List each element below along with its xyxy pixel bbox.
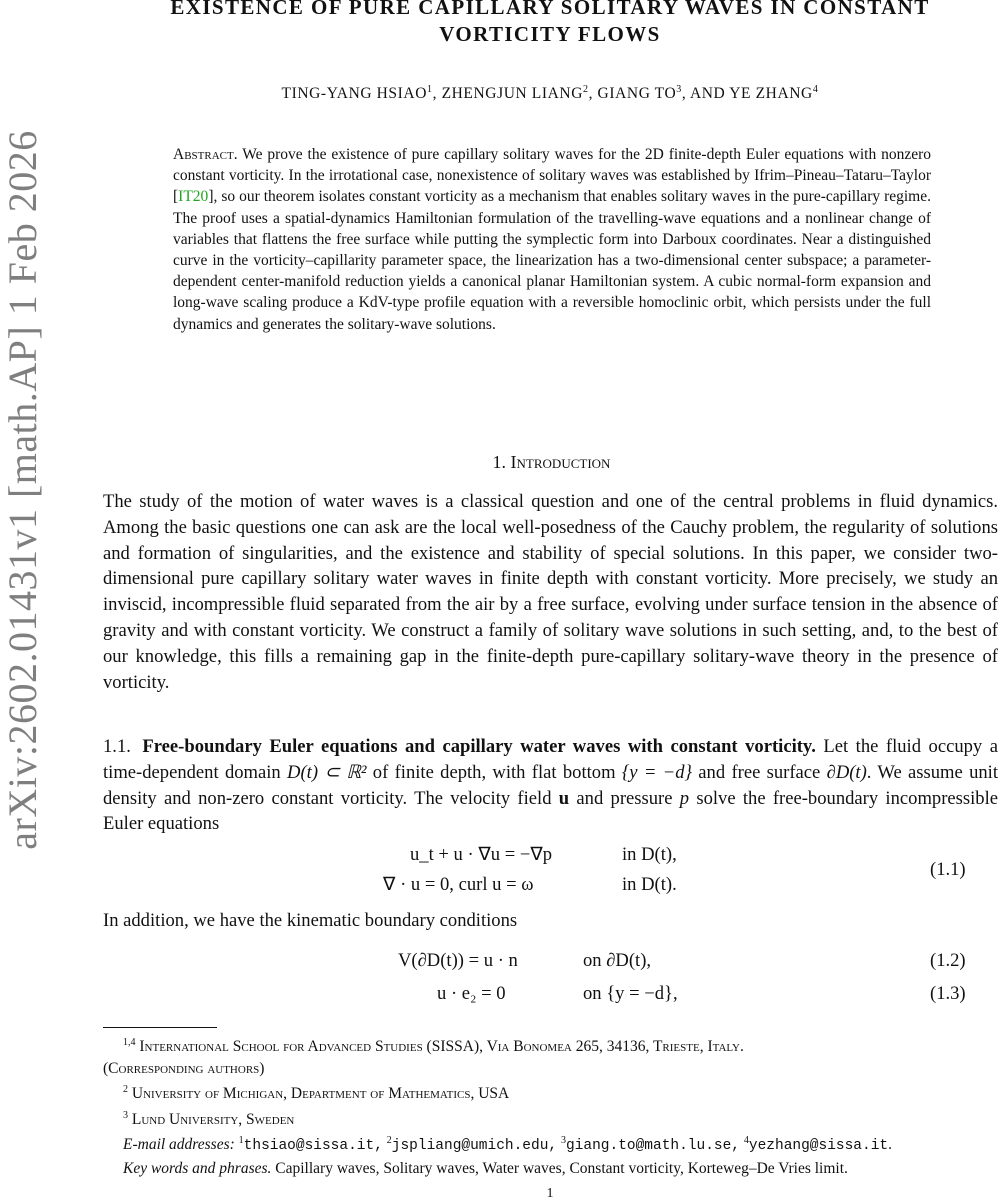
body-text: Let the fluid occupy a time-dependent domain — [103, 736, 998, 783]
author-separator: , — [432, 85, 442, 103]
footnote-continuation — [103, 1058, 1000, 1079]
abstract — [173, 144, 931, 335]
footnote-mark: 3 — [123, 1109, 128, 1121]
footnote-divider — [103, 1027, 217, 1028]
inline-math: u — [558, 787, 570, 809]
author-list — [120, 84, 980, 103]
citation-link[interactable]: IT20 — [178, 188, 209, 206]
footnote-affiliation — [103, 1079, 1000, 1105]
footnote-mark: 2 — [123, 1083, 128, 1095]
arxiv-identifier: arXiv:2602.01431v1 [math.AP] 1 Feb 2026 — [0, 130, 45, 850]
equation-number: (1.3) — [930, 983, 966, 1004]
author-affiliation-mark: 4 — [812, 84, 819, 95]
inline-math: p — [679, 787, 690, 809]
author-name: ZHENGJUN LIANG — [441, 85, 583, 103]
inline-math: D(t) ⊂ ℝ² — [287, 761, 367, 783]
equation-1-2-lhs: V(∂D(t)) = u · n — [398, 950, 518, 971]
page-number: 1 — [546, 1186, 554, 1201]
equation-number: (1.2) — [930, 950, 966, 971]
author-affiliation-mark: 2 — [582, 84, 589, 95]
author-name: GIANG TO — [597, 85, 677, 103]
paper-title — [120, 0, 980, 48]
equation-1-3-rhs: on {y = −d}, — [583, 983, 678, 1004]
title-line-1: EXISTENCE OF PURE CAPILLARY SOLITARY WAVES IN CONSTANT — [170, 0, 930, 19]
author-name: TING-YANG HSIAO — [281, 85, 427, 103]
keywords-text: Capillary waves, Solitary waves, Water waves, Constant vorticity, Korteweg–De Vries limit. — [275, 1159, 848, 1177]
email-link[interactable]: yezhang@sissa.it — [748, 1138, 889, 1155]
footnote-text: Lund University, Sweden — [131, 1110, 295, 1128]
abstract-text: ], so our theorem isolates constant vorticity as a mechanism that enables solitary waves in the pure-capillary regime. The proof uses a spatial-dynamics Hamiltonian formulation of the travelling-wave equations and a nonlinear change of variables that flattens the free surface while putting the symplectic form into Darboux coordinates. Near a distinguished curve in the vorticity–capillarity parameter space, the linearization has a two-dimensional center subspace; a parameter-dependent center-manifold reduction yields a canonical planar Hamiltonian system. A cubic normal-form expansion and long-wave scaling produce a KdV-type profile equation with a reversible homoclinic orbit, which persists under the full dynamics and generates the solitary-wave solutions. — [173, 188, 931, 333]
body-text: solve the free-boundary incompressible Euler equations — [103, 787, 999, 835]
equation-1-3-lhs: u · e₂ = 0 — [437, 983, 506, 1004]
subsection-paragraph — [103, 734, 998, 837]
equation-1-1-line-1-rhs: in D(t), — [622, 844, 677, 865]
subsection-number: 1.1. — [103, 736, 131, 757]
section-heading: 1. Introduction — [492, 452, 611, 472]
abstract-text: We prove the existence of pure capillary solitary waves for the 2D finite-depth Euler equations with nonzero constant vorticity. In the irrotational case, nonexistence of solitary waves was established by Ifrim–Pineau–Tataru–Taylor [ — [173, 146, 931, 206]
equation-1-2-rhs: on ∂D(t), — [583, 950, 652, 971]
equation-number: (1.1) — [930, 859, 966, 880]
inline-math: ∂D(t) — [826, 761, 867, 783]
body-text: of finite depth, with flat bottom — [366, 761, 622, 783]
author-separator: , AND — [681, 85, 730, 103]
equation-1-1-line-2-rhs: in D(t). — [622, 874, 677, 895]
author-affiliation-mark: 1 — [427, 84, 433, 95]
footnote-keywords — [103, 1158, 1000, 1179]
footnote-affiliation — [103, 1105, 1000, 1131]
inline-math: {y = −d} — [621, 761, 692, 783]
footnote-emails: E-mail addresses: $^1$thsiao@sissa.it, $^2$jspliang@umich.edu, $^3$giang.to@math.lu.se, $^4$yezhang@sissa.it. — [123, 1135, 892, 1155]
author-name: YE ZHANG — [729, 85, 813, 103]
intro-paragraph: The study of the motion of water waves is a classical question and one of the central problems in fluid dynamics. Among the basic questions one can ask are the local well-posedness of the Cauchy problem, the regularity of solutions and formation of singularities, and the existence and stability of special solutions. In this paper, we consider two-dimensional pure capillary solitary water waves in finite depth with constant vorticity. More precisely, we study an inviscid, incompressible fluid separated from the air by a free surface, evolving under surface tension in the absence of gravity and with constant vorticity. We construct a family of solitary wave solutions in such setting, and, to the best of our knowledge, this fills a remaining gap in the finite-depth pure-capillary solitary-wave theory in the presence of vorticity. — [103, 491, 998, 693]
body-text: . We assume unit density and non-zero constant vorticity. The velocity field — [103, 761, 999, 809]
abstract-label: Abstract. — [173, 146, 238, 163]
footnote-text: (Corresponding authors) — [103, 1059, 265, 1077]
keywords-label: Key words and phrases. — [123, 1159, 272, 1177]
footnote-mark: 1 — [238, 1135, 244, 1147]
subsection-title: Free-boundary Euler equations and capillary water waves with constant vorticity. — [142, 736, 816, 757]
footnote-affiliation — [103, 1032, 1000, 1058]
emails-label: E-mail addresses: — [123, 1136, 235, 1154]
footnotes — [103, 1032, 1000, 1179]
author-affiliation-mark: 3 — [676, 84, 682, 95]
body-text: and pressure — [569, 787, 680, 809]
email-link[interactable]: jspliang@umich.edu, — [391, 1138, 558, 1155]
author-separator: , — [588, 85, 598, 103]
footnote-mark: 1,4 — [123, 1037, 136, 1048]
footnote-mark: 4 — [743, 1135, 749, 1147]
equation-1-1-line-2-lhs: ∇ · u = 0, curl u = ω — [383, 874, 534, 895]
footnote-text: University of Michigan, Department of Mathematics, USA — [131, 1085, 510, 1103]
email-link[interactable]: giang.to@math.lu.se, — [565, 1138, 741, 1155]
title-line-2: VORTICITY FLOWS — [439, 22, 661, 46]
equation-1-1-line-1-lhs: u_t + u · ∇u = −∇p — [410, 844, 553, 865]
footnote-text: International School for Advanced Studies (SISSA), Via Bonomea 265, 34136, Trieste, Italy. — [139, 1038, 744, 1056]
body-text: and free surface — [691, 761, 827, 783]
footnote-mark: 2 — [386, 1135, 392, 1147]
email-link[interactable]: thsiao@sissa.it, — [243, 1138, 383, 1155]
footnote-mark: 3 — [560, 1135, 566, 1147]
kinematic-intro: In addition, we have the kinematic boundary conditions — [103, 910, 518, 931]
